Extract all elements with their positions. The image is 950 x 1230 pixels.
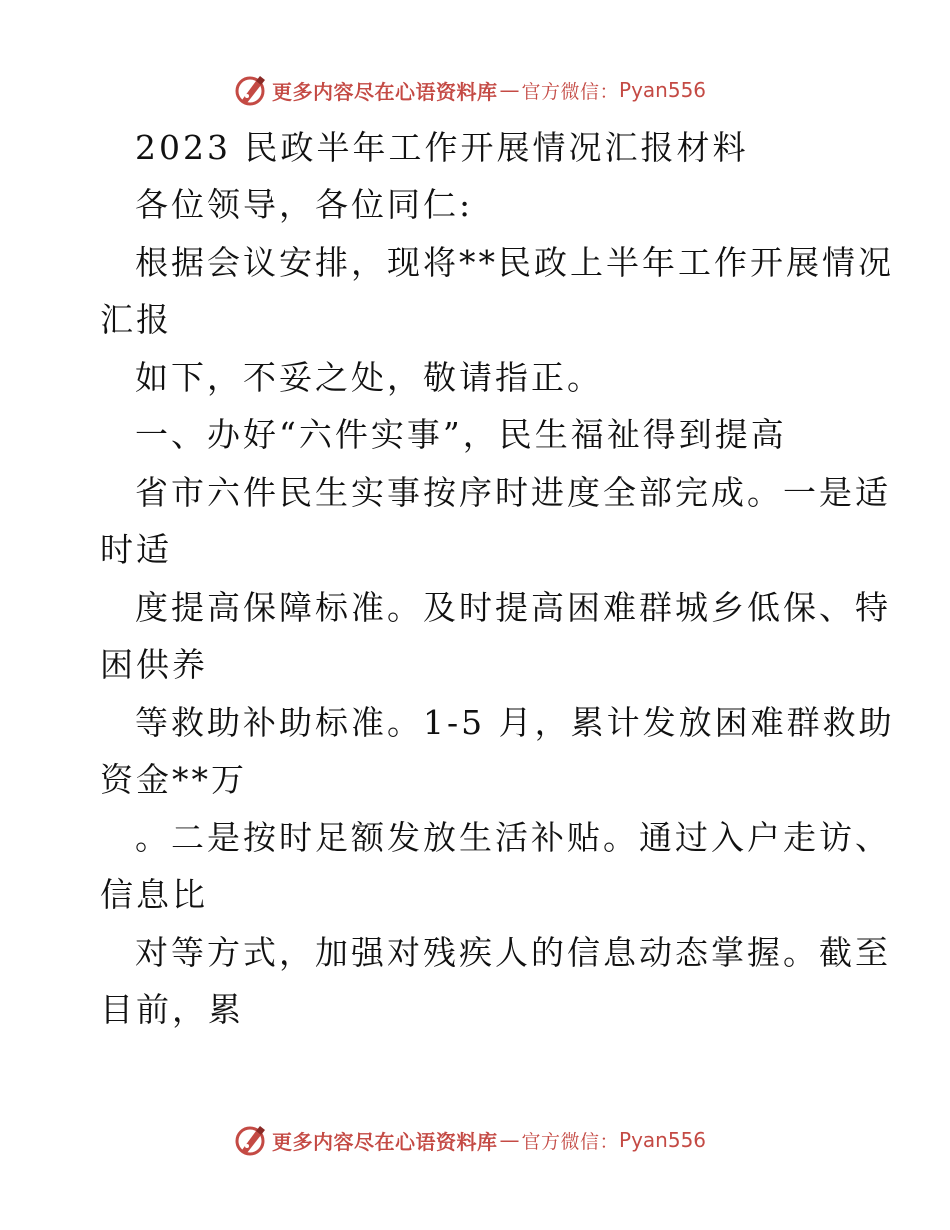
paragraph-line: 时适	[100, 530, 172, 569]
paragraph-line: 汇报	[100, 300, 172, 339]
paragraph-line: 如下，不妥之处，敬请指正。	[135, 358, 603, 397]
header-watermark	[232, 70, 706, 110]
watermark-wechat-label: 官方微信：	[521, 80, 620, 103]
paragraph-line: 等救助补助标准。1-5 月，累计发放困难群救助	[135, 703, 895, 742]
watermark-text: 更多内容尽在心语资料库	[272, 1129, 498, 1154]
watermark-wechat-id: Pyan556	[619, 1128, 707, 1152]
pen-nib-logo-icon	[232, 1122, 268, 1158]
watermark-wechat-id: Pyan556	[619, 78, 707, 102]
watermark-wechat-label: 官方微信：	[521, 1130, 620, 1153]
salutation: 各位领导，各位同仁:	[135, 185, 474, 224]
watermark-separator: —	[499, 1128, 520, 1152]
document-title: 2023 民政半年工作开展情况汇报材料	[135, 128, 749, 167]
paragraph-line: 。二是按时足额发放生活补贴。通过入户走访、	[135, 818, 891, 857]
paragraph-line: 根据会议安排，现将**民政上半年工作开展情况	[135, 243, 894, 282]
paragraph-line: 度提高保障标准。及时提高困难群城乡低保、特	[135, 588, 891, 627]
paragraph-line: 困供养	[100, 645, 208, 684]
paragraph-line: 信息比	[100, 875, 208, 914]
paragraph-line: 目前，累	[100, 990, 244, 1029]
watermark-separator: —	[499, 78, 520, 102]
watermark-text: 更多内容尽在心语资料库	[272, 79, 498, 104]
section-heading: 一、办好“六件实事”，民生福祉得到提高	[135, 415, 787, 454]
footer-watermark	[232, 1120, 706, 1160]
paragraph-line: 资金**万	[100, 760, 247, 799]
paragraph-line: 省市六件民生实事按序时进度全部完成。一是适	[135, 473, 891, 512]
paragraph-line: 对等方式，加强对残疾人的信息动态掌握。截至	[135, 933, 891, 972]
pen-nib-logo-icon	[232, 72, 268, 108]
